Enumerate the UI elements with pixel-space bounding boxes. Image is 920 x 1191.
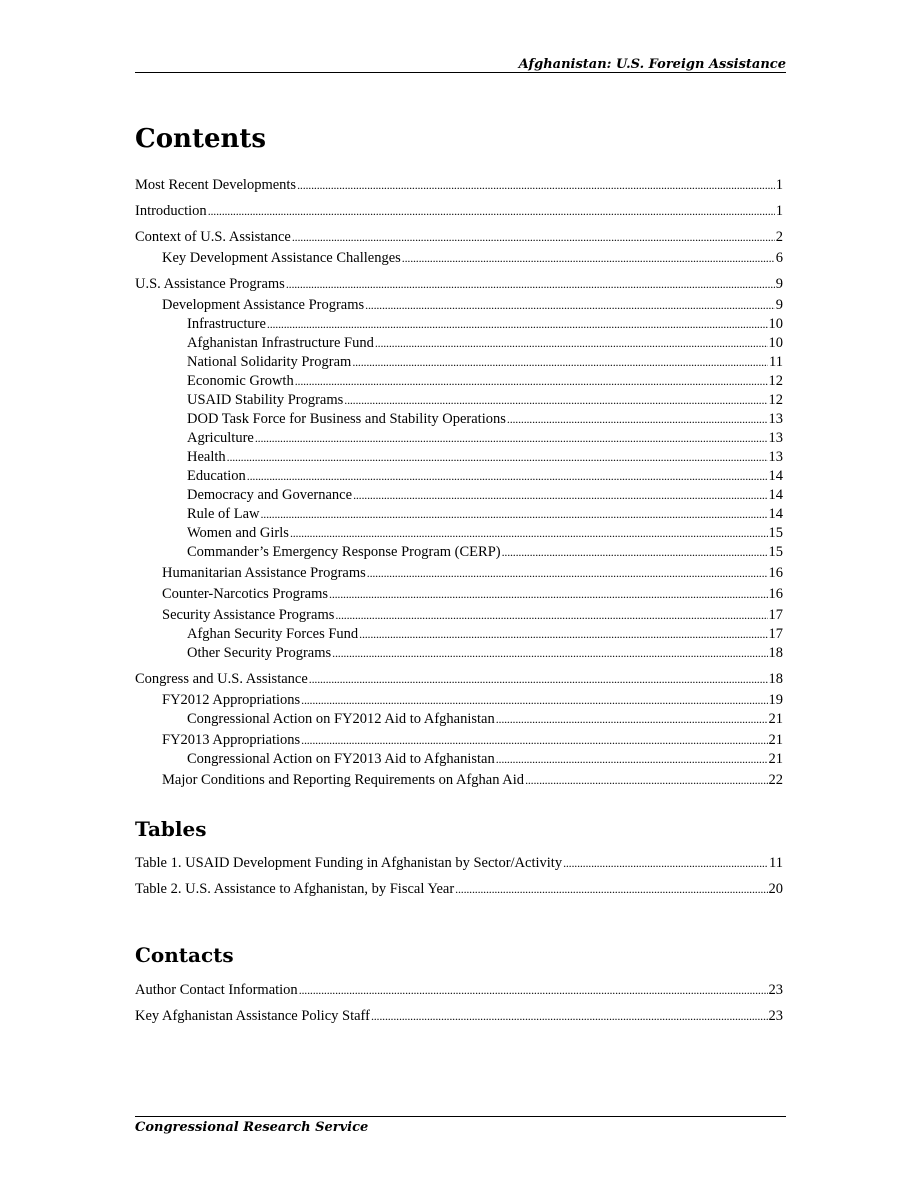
toc-entry-page: 12	[768, 373, 783, 389]
dot-leader	[208, 202, 775, 221]
toc-entry-title: U.S. Assistance Programs	[135, 276, 285, 292]
toc-entry[interactable]	[135, 854, 783, 873]
dot-leader	[299, 981, 768, 1000]
dot-leader	[525, 771, 767, 790]
toc-entry-title: Development Assistance Programs	[162, 297, 365, 313]
toc-entry[interactable]	[135, 334, 783, 353]
dot-leader	[297, 176, 775, 195]
dot-leader	[455, 880, 767, 899]
toc-entry[interactable]	[135, 176, 783, 195]
toc-entry-page: 17	[768, 607, 783, 623]
toc-entry-title: Table 2. U.S. Assistance to Afghanistan, by Fiscal Year	[135, 881, 455, 897]
toc-entry-page: 11	[769, 855, 783, 871]
toc-entry-title: Humanitarian Assistance Programs	[162, 565, 366, 581]
toc-entry[interactable]	[135, 585, 783, 604]
toc-entry-page: 21	[768, 732, 783, 748]
toc-entry-title: Major Conditions and Reporting Requirements on Afghan Aid	[162, 772, 525, 788]
dot-leader	[255, 429, 768, 448]
toc-entry[interactable]	[135, 524, 783, 543]
toc-entry-page: 9	[775, 276, 783, 292]
header-rule	[135, 72, 786, 73]
toc-entry-page: 23	[768, 1008, 783, 1024]
toc-entry-title: Agriculture	[187, 430, 254, 446]
dot-leader	[309, 670, 768, 689]
toc-entry-title: Security Assistance Programs	[162, 607, 335, 623]
dot-leader	[352, 353, 768, 372]
toc-entry[interactable]	[135, 710, 783, 729]
toc-entry-title: Other Security Programs	[187, 645, 332, 661]
toc-entry-page: 2	[775, 229, 783, 245]
toc-entry-title: Introduction	[135, 203, 207, 219]
toc-entry[interactable]	[135, 1007, 783, 1026]
toc-entry[interactable]	[135, 228, 783, 247]
toc-entry-title: Key Afghanistan Assistance Policy Staff	[135, 1008, 370, 1024]
toc-entry-title: Economic Growth	[187, 373, 294, 389]
toc-entry[interactable]	[135, 880, 783, 899]
toc-entry[interactable]	[135, 467, 783, 486]
toc-entry-page: 15	[768, 544, 783, 560]
dot-leader	[365, 296, 775, 315]
dot-leader	[353, 486, 767, 505]
dot-leader	[402, 249, 775, 268]
toc-entry-page: 22	[768, 772, 783, 788]
toc-entry[interactable]	[135, 296, 783, 315]
toc-entry-title: Health	[187, 449, 226, 465]
toc-entry-page: 21	[768, 751, 783, 767]
dot-leader	[290, 524, 768, 543]
toc-entry-page: 21	[768, 711, 783, 727]
toc-entry-title: Most Recent Developments	[135, 177, 297, 193]
toc-entry-page: 11	[769, 354, 783, 370]
running-header: Afghanistan: U.S. Foreign Assistance	[518, 57, 786, 72]
dot-leader	[507, 410, 768, 429]
toc-entry-page: 13	[768, 449, 783, 465]
toc-entry-title: Commander’s Emergency Response Program (CERP)	[187, 544, 501, 560]
toc-entry-title: Author Contact Information	[135, 982, 298, 998]
toc-entry-title: FY2013 Appropriations	[162, 732, 301, 748]
dot-leader	[227, 448, 768, 467]
toc-entry-page: 17	[768, 626, 783, 642]
toc-entry[interactable]	[135, 315, 783, 334]
toc-entry-page: 1	[775, 203, 783, 219]
toc-entry[interactable]	[135, 353, 783, 372]
dot-leader	[563, 854, 768, 873]
toc-entry[interactable]	[135, 750, 783, 769]
toc-entry[interactable]	[135, 429, 783, 448]
dot-leader	[496, 750, 768, 769]
toc-entry-title: Women and Girls	[187, 525, 289, 541]
toc-entry-title: National Solidarity Program	[187, 354, 352, 370]
dot-leader	[502, 543, 768, 562]
toc-entry[interactable]	[135, 505, 783, 524]
toc-entry[interactable]	[135, 981, 783, 1000]
contacts-title: Contacts	[135, 943, 234, 967]
toc-entry-page: 1	[775, 177, 783, 193]
toc-entry-page: 14	[768, 487, 783, 503]
toc-entry-title: Afghan Security Forces Fund	[187, 626, 359, 642]
dot-leader	[367, 564, 768, 583]
toc-entry-title: Congressional Action on FY2013 Aid to Afghanistan	[187, 751, 495, 767]
dot-leader	[496, 710, 768, 729]
toc-entry-page: 6	[775, 250, 783, 266]
toc-entry-title: Democracy and Governance	[187, 487, 353, 503]
toc-entry-page: 13	[768, 430, 783, 446]
toc-entry[interactable]	[135, 731, 783, 750]
toc-entry-page: 13	[768, 411, 783, 427]
toc-entry-page: 14	[768, 468, 783, 484]
toc-entry-title: Infrastructure	[187, 316, 266, 332]
toc-entry-page: 18	[768, 671, 783, 687]
dot-leader	[332, 644, 767, 663]
toc-entry-title: Rule of Law	[187, 506, 260, 522]
toc-entry-title: Counter-Narcotics Programs	[162, 586, 329, 602]
toc-entry-page: 19	[768, 692, 783, 708]
tables-title: Tables	[135, 817, 207, 841]
toc-entry-title: Key Development Assistance Challenges	[162, 250, 401, 266]
toc-entry[interactable]	[135, 249, 783, 268]
toc-entry-title: Congress and U.S. Assistance	[135, 671, 308, 687]
dot-leader	[295, 372, 768, 391]
toc-entry[interactable]	[135, 670, 783, 689]
tables-list	[135, 854, 783, 899]
toc-entry-title: Table 1. USAID Development Funding in Afghanistan by Sector/Activity	[135, 855, 563, 871]
toc-entry-page: 12	[768, 392, 783, 408]
toc-entry-title: USAID Stability Programs	[187, 392, 344, 408]
toc-entry[interactable]	[135, 564, 783, 583]
dot-leader	[344, 391, 767, 410]
toc-entry-title: Context of U.S. Assistance	[135, 229, 291, 245]
toc-entry-title: Afghanistan Infrastructure Fund	[187, 335, 374, 351]
dot-leader	[329, 585, 767, 604]
toc-entry[interactable]	[135, 391, 783, 410]
toc-entry-page: 10	[768, 335, 783, 351]
dot-leader	[247, 467, 768, 486]
dot-leader	[292, 228, 775, 247]
dot-leader	[359, 625, 767, 644]
toc-entry-page: 20	[768, 881, 783, 897]
toc-entry-page: 15	[768, 525, 783, 541]
toc-entry-page: 10	[768, 316, 783, 332]
toc-entry[interactable]	[135, 625, 783, 644]
dot-leader	[301, 691, 767, 710]
dot-leader	[286, 275, 775, 294]
toc-entry[interactable]	[135, 771, 783, 790]
toc-entry[interactable]	[135, 202, 783, 221]
toc-entry[interactable]	[135, 644, 783, 663]
toc-entry-page: 18	[768, 645, 783, 661]
toc-entry-page: 16	[768, 586, 783, 602]
dot-leader	[267, 315, 768, 334]
toc-entry-page: 9	[775, 297, 783, 313]
toc-entry[interactable]	[135, 448, 783, 467]
contents-title: Contents	[135, 124, 267, 154]
toc-entry[interactable]	[135, 543, 783, 562]
footer-rule	[135, 1116, 786, 1117]
toc-entry-title: FY2012 Appropriations	[162, 692, 301, 708]
toc-entry[interactable]	[135, 691, 783, 710]
toc-entry-title: Education	[187, 468, 246, 484]
toc-entry[interactable]	[135, 486, 783, 505]
toc-entry[interactable]	[135, 372, 783, 391]
running-footer: Congressional Research Service	[135, 1120, 369, 1135]
dot-leader	[260, 505, 767, 524]
toc-entry-title: DOD Task Force for Business and Stability Operations	[187, 411, 506, 427]
contents-list	[135, 176, 783, 790]
toc-entry-page: 23	[768, 982, 783, 998]
dot-leader	[335, 606, 767, 625]
contacts-list	[135, 981, 783, 1026]
dot-leader	[375, 334, 768, 353]
toc-entry-page: 16	[768, 565, 783, 581]
toc-entry-page: 14	[768, 506, 783, 522]
dot-leader	[371, 1007, 768, 1026]
toc-entry[interactable]	[135, 410, 783, 429]
dot-leader	[301, 731, 767, 750]
toc-entry-title: Congressional Action on FY2012 Aid to Afghanistan	[187, 711, 495, 727]
toc-entry[interactable]	[135, 606, 783, 625]
toc-entry[interactable]	[135, 275, 783, 294]
